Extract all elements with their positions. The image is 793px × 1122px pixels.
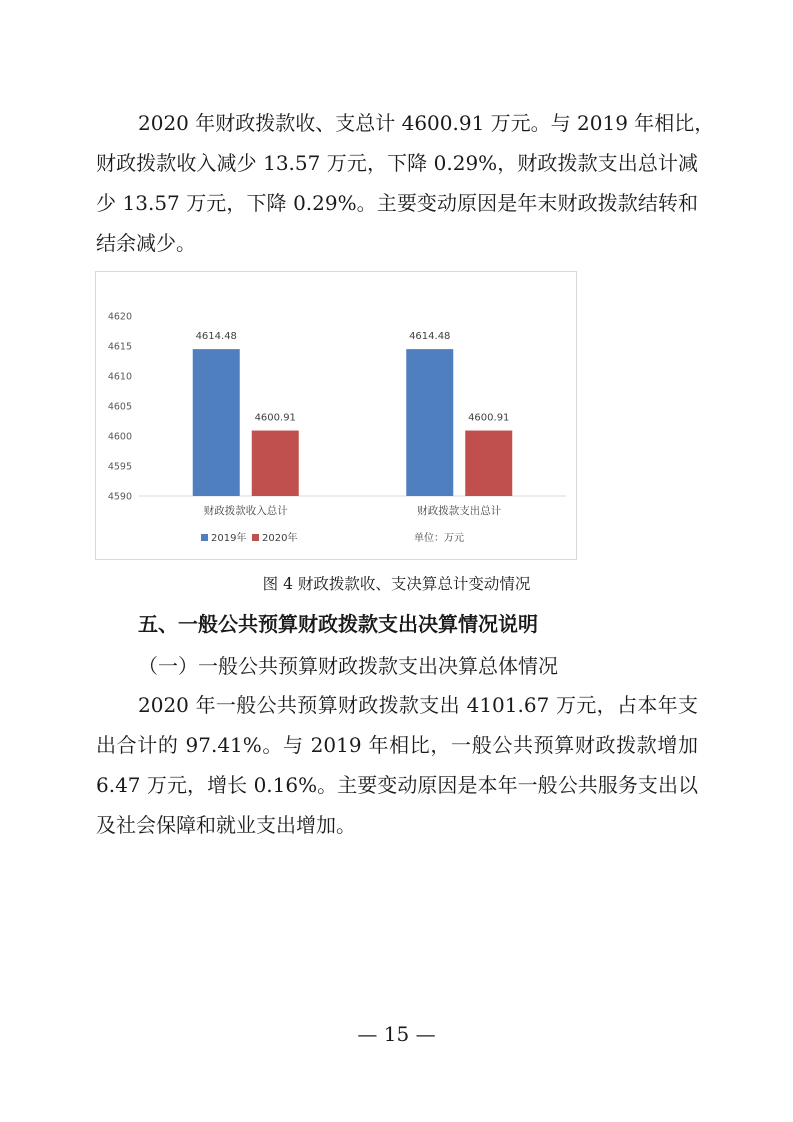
data-label: 4600.91 xyxy=(468,412,510,424)
paragraph-line: 结余减少。 xyxy=(96,231,196,255)
unit-note: 单位：万元 xyxy=(414,533,464,544)
paragraph-line: 及社会保障和就业支出增加。 xyxy=(96,813,356,837)
y-tick-label: 4615 xyxy=(107,341,132,353)
paragraph-line: 出合计的 97.41%。与 2019 年相比，一般公共预算财政拨款增加 xyxy=(96,733,698,757)
bar xyxy=(465,431,512,496)
legend-entry: 2020年 xyxy=(262,533,298,544)
category-label: 财政拨款支出总计 xyxy=(417,505,502,517)
section-heading: 五、一般公共预算财政拨款支出决算情况说明 xyxy=(138,612,538,636)
y-tick-label: 4620 xyxy=(107,311,132,323)
paragraph-line: 少 13.57 万元，下降 0.29%。主要变动原因是年末财政拨款结转和 xyxy=(96,191,698,215)
legend-entry: 2019年 xyxy=(211,533,247,544)
y-tick-label: 4605 xyxy=(107,401,132,413)
category-label: 财政拨款收入总计 xyxy=(203,505,288,517)
paragraph-line: 2020 年财政拨款收、支总计 4600.91 万元。与 2019 年相比， xyxy=(138,111,715,135)
data-label: 4600.91 xyxy=(254,412,296,424)
bar-chart xyxy=(96,272,576,559)
paragraph-line: 6.47 万元，增长 0.16%。主要变动原因是本年一般公共服务支出以 xyxy=(96,773,698,797)
data-label: 4614.48 xyxy=(195,331,237,343)
section-subheading: （一）一般公共预算财政拨款支出决算总体情况 xyxy=(138,654,558,678)
paragraph-line: 2020 年一般公共预算财政拨款支出 4101.67 万元，占本年支 xyxy=(138,693,698,717)
legend-swatch xyxy=(252,534,259,541)
page-number: — 15 — xyxy=(357,1022,436,1046)
bar xyxy=(406,349,453,496)
bar xyxy=(193,349,240,496)
paragraph-finance-total xyxy=(96,103,715,263)
paragraph-line: 财政拨款收入减少 13.57 万元，下降 0.29%，财政拨款支出总计减 xyxy=(96,151,698,175)
figure-caption: 图 4 财政拨款收、支决算总计变动情况 xyxy=(262,575,531,593)
y-tick-label: 4600 xyxy=(107,431,132,443)
paragraph-general-budget xyxy=(96,685,698,845)
bar xyxy=(252,431,299,496)
data-label: 4614.48 xyxy=(409,331,451,343)
y-tick-label: 4590 xyxy=(107,491,132,503)
y-tick-label: 4610 xyxy=(107,371,132,383)
y-tick-label: 4595 xyxy=(107,461,132,473)
bar-chart-frame xyxy=(95,271,577,560)
legend-swatch xyxy=(201,534,208,541)
